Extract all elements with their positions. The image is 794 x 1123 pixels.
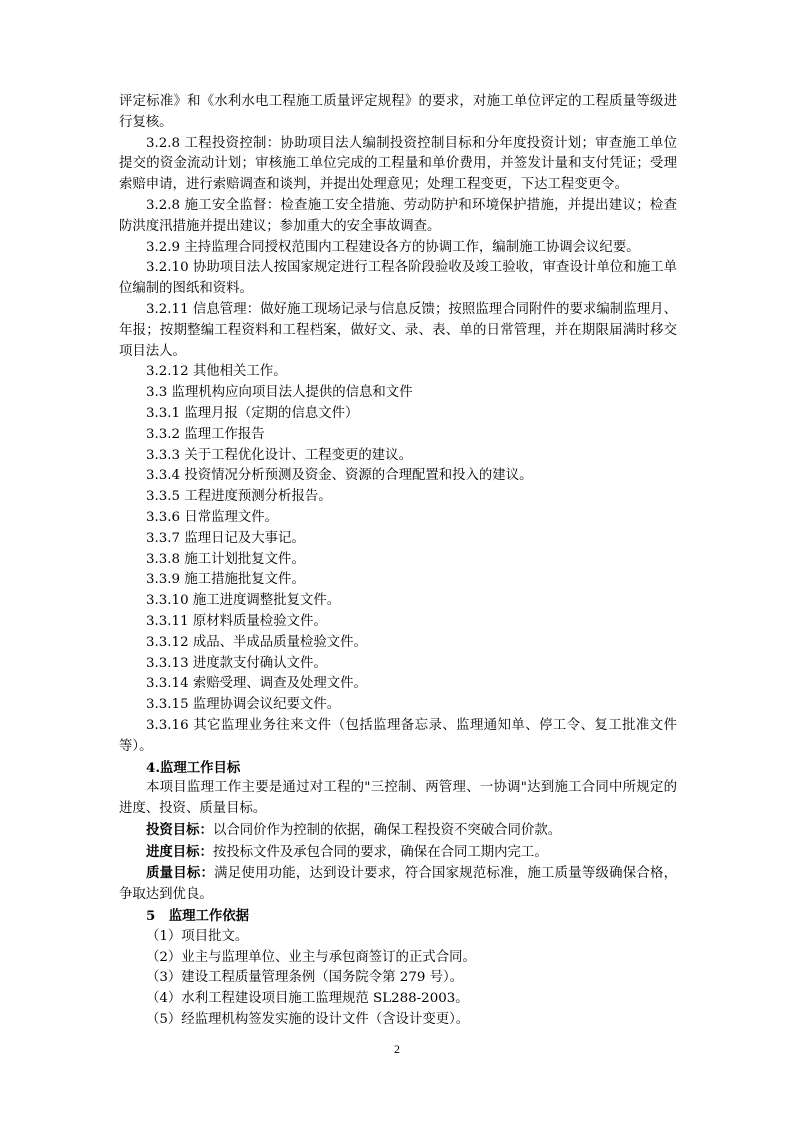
list-item: 3.3.16 其它监理业务往来文件（包括监理备忘录、监理通知单、停工令、复工批准文件等）。 [119,717,677,754]
list-item: 3.3.5 工程进度预测分析报告。 [146,489,332,505]
list-item: 3.3.8 施工计划批复文件。 [146,551,305,567]
paragraph: 3.2.11 信息管理：做好施工现场记录与信息反馈；按照监理合同附件的要求编制监理月、年报；按期整编工程资料和工程档案，做好文、录、表、单的日常管理，并在期限届满时移交项目法人。 [119,301,677,359]
list-item: 3.3.4 投资情况分析预测及资金、资源的合理配置和投入的建议。 [146,468,533,484]
list-item: 3.3.10 施工进度调整批复文件。 [146,593,341,609]
goal-label: 投资目标： [146,821,213,838]
page-number: 2 [394,1042,400,1056]
paragraph: 评定标准》和《水利水电工程施工质量评定规程》的要求，对施工单位评定的工程质量等级进行复核。 [119,94,677,130]
basis-item: （3）建设工程质量管理条例（国务院令第 279 号）。 [146,970,464,986]
list-item: 3.3.6 日常监理文件。 [146,509,279,525]
goal-text: 以合同价作为控制的依据，确保工程投资不突破合同价款。 [212,822,562,838]
list-item: 3.3.9 施工措施批复文件。 [146,572,305,588]
list-item: 3.3.14 索赔受理、调查及处理文件。 [146,676,367,692]
list-item: 3.3.15 监理协调会议纪要文件。 [146,697,341,713]
basis-item: （2）业主与监理单位、业主与承包商签订的正式合同。 [146,949,476,965]
list-item: 3.3.3 关于工程优化设计、工程变更的建议。 [146,447,412,463]
page-body [119,92,677,1031]
list-item: 3.3.13 进度款支付确认文件。 [146,655,327,671]
goal-label: 质量目标： [146,865,215,882]
goal-quality [119,863,677,906]
section-heading: 4.监理工作目标 [146,759,241,776]
subsection-heading: 3.3 监理机构应向项目法人提供的信息和文件 [146,385,413,401]
goal-text: 满足使用功能，达到设计要求，符合国家规范标准，施工质量等级确保合格，争取达到优良。 [119,866,678,903]
list-item: 3.3.12 成品、半成品质量检验文件。 [146,634,367,650]
section-heading: 5 监理工作依据 [146,908,250,925]
goal-label: 进度目标： [146,843,213,860]
goal-text: 按投标文件及承包合同的要求，确保在合同工期内完工。 [212,844,548,860]
paragraph: 3.2.10 协助项目法人按国家规定进行工程各阶段验收及竣工验收，审查设计单位和施工单位编制的图纸和资料。 [119,260,677,297]
paragraph: 3.2.8 工程投资控制：协助项目法人编制投资控制目标和分年度投资计划；审查施工单位提交的资金流动计划；审核施工单位完成的工程量和单价费用，并签发计量和支付凭证；受理索赔申请，进行索赔调查和谈判，并提出处理意见；处理工程变更，下达工程变更令。 [119,135,677,193]
goal-investment [119,820,677,842]
paragraph: 3.2.8 施工安全监督：检查施工安全措施、劳动防护和环境保护措施，并提出建议；检查防洪度汛措施并提出建议；参加重大的安全事故调查。 [119,197,677,234]
list-item: 3.3.1 监理月报（定期的信息文件） [146,405,359,421]
section-intro: 本项目监理工作主要是通过对工程的"三控制、两管理、一协调"达到施工合同中所规定的进度、投资、质量目标。 [119,780,677,817]
basis-item: （4）水利工程建设项目施工监理规范 SL288-2003。 [146,991,469,1007]
list-item: 3.3.2 监理工作报告 [146,426,265,442]
list-item: 3.3.11 原材料质量检验文件。 [146,613,327,629]
basis-item: （5）经监理机构签发实施的设计文件（含设计变更）。 [146,1012,470,1028]
goal-schedule [119,842,677,864]
paragraph: 3.2.12 其他相关工作。 [146,364,287,380]
basis-item: （1）项目批文。 [146,928,249,944]
paragraph: 3.2.9 主持监理合同授权范围内工程建设各方的协调工作，编制施工协调会议纪要。 [146,239,640,255]
list-item: 3.3.7 监理日记及大事记。 [146,530,305,546]
